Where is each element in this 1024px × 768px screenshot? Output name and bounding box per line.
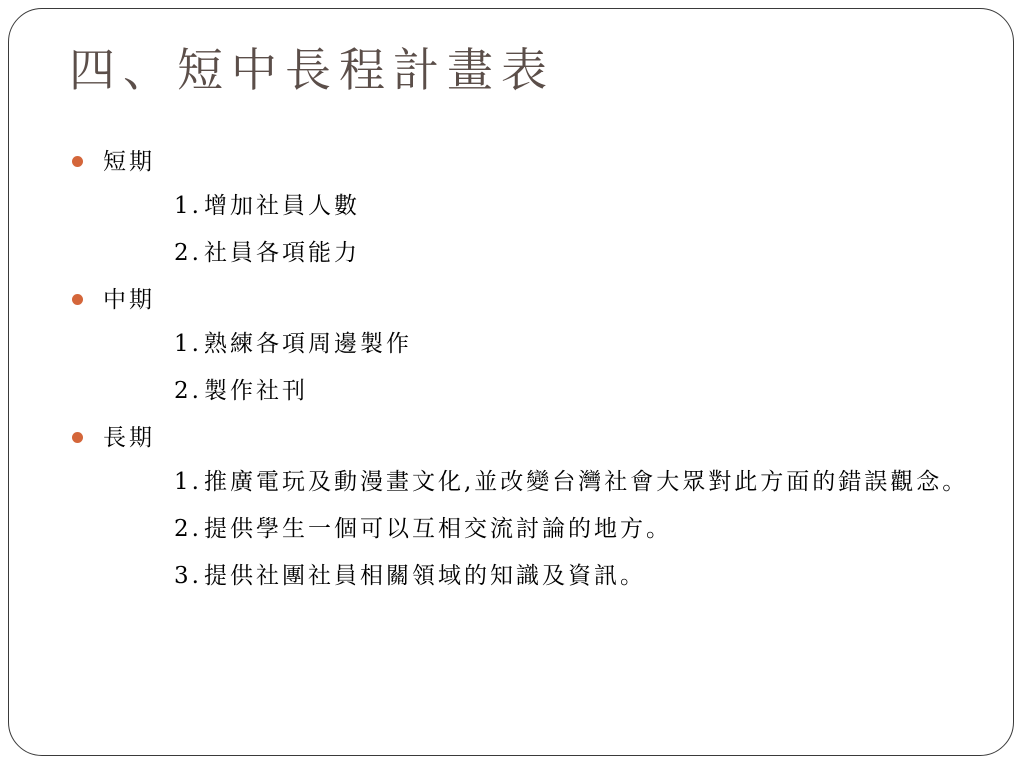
item-number: 2. <box>174 240 202 266</box>
item-text: 增加社員人數 <box>204 193 360 219</box>
item-text: 提供學生一個可以互相交流討論的地方。 <box>204 516 672 542</box>
section-heading-label: 短期 <box>103 149 155 175</box>
list-item <box>174 560 989 593</box>
list-item <box>174 466 989 499</box>
item-number: 3. <box>174 563 202 589</box>
section-heading-label: 中期 <box>103 287 155 313</box>
section-heading-label: 長期 <box>103 425 155 451</box>
item-text: 推廣電玩及動漫畫文化,並改變台灣社會大眾對此方面的錯誤觀念。 <box>204 469 969 495</box>
section-heading <box>69 422 989 454</box>
item-number: 1. <box>174 331 202 357</box>
list-item <box>174 237 989 270</box>
item-list <box>69 328 989 408</box>
item-text: 提供社團社員相關領域的知識及資訊。 <box>204 563 646 589</box>
section-heading <box>69 146 989 178</box>
item-number: 2. <box>174 378 202 404</box>
section-long-term <box>69 422 989 593</box>
list-item <box>174 328 989 361</box>
item-text: 社員各項能力 <box>204 240 360 266</box>
list-item <box>174 513 989 546</box>
section-heading <box>69 284 989 316</box>
bullet-icon <box>72 294 83 305</box>
item-text: 熟練各項周邊製作 <box>204 331 412 357</box>
list-item <box>174 190 989 223</box>
section-short-term <box>69 146 989 270</box>
item-text: 製作社刊 <box>204 378 308 404</box>
item-list <box>69 466 989 593</box>
list-item <box>174 375 989 408</box>
slide <box>8 8 1014 756</box>
item-number: 1. <box>174 193 202 219</box>
item-list <box>69 190 989 270</box>
slide-title: 四、短中長程計畫表 <box>69 43 555 97</box>
item-number: 1. <box>174 469 202 495</box>
section-mid-term <box>69 284 989 408</box>
bullet-icon <box>72 156 83 167</box>
item-number: 2. <box>174 516 202 542</box>
bullet-icon <box>72 432 83 443</box>
slide-content <box>69 146 989 607</box>
